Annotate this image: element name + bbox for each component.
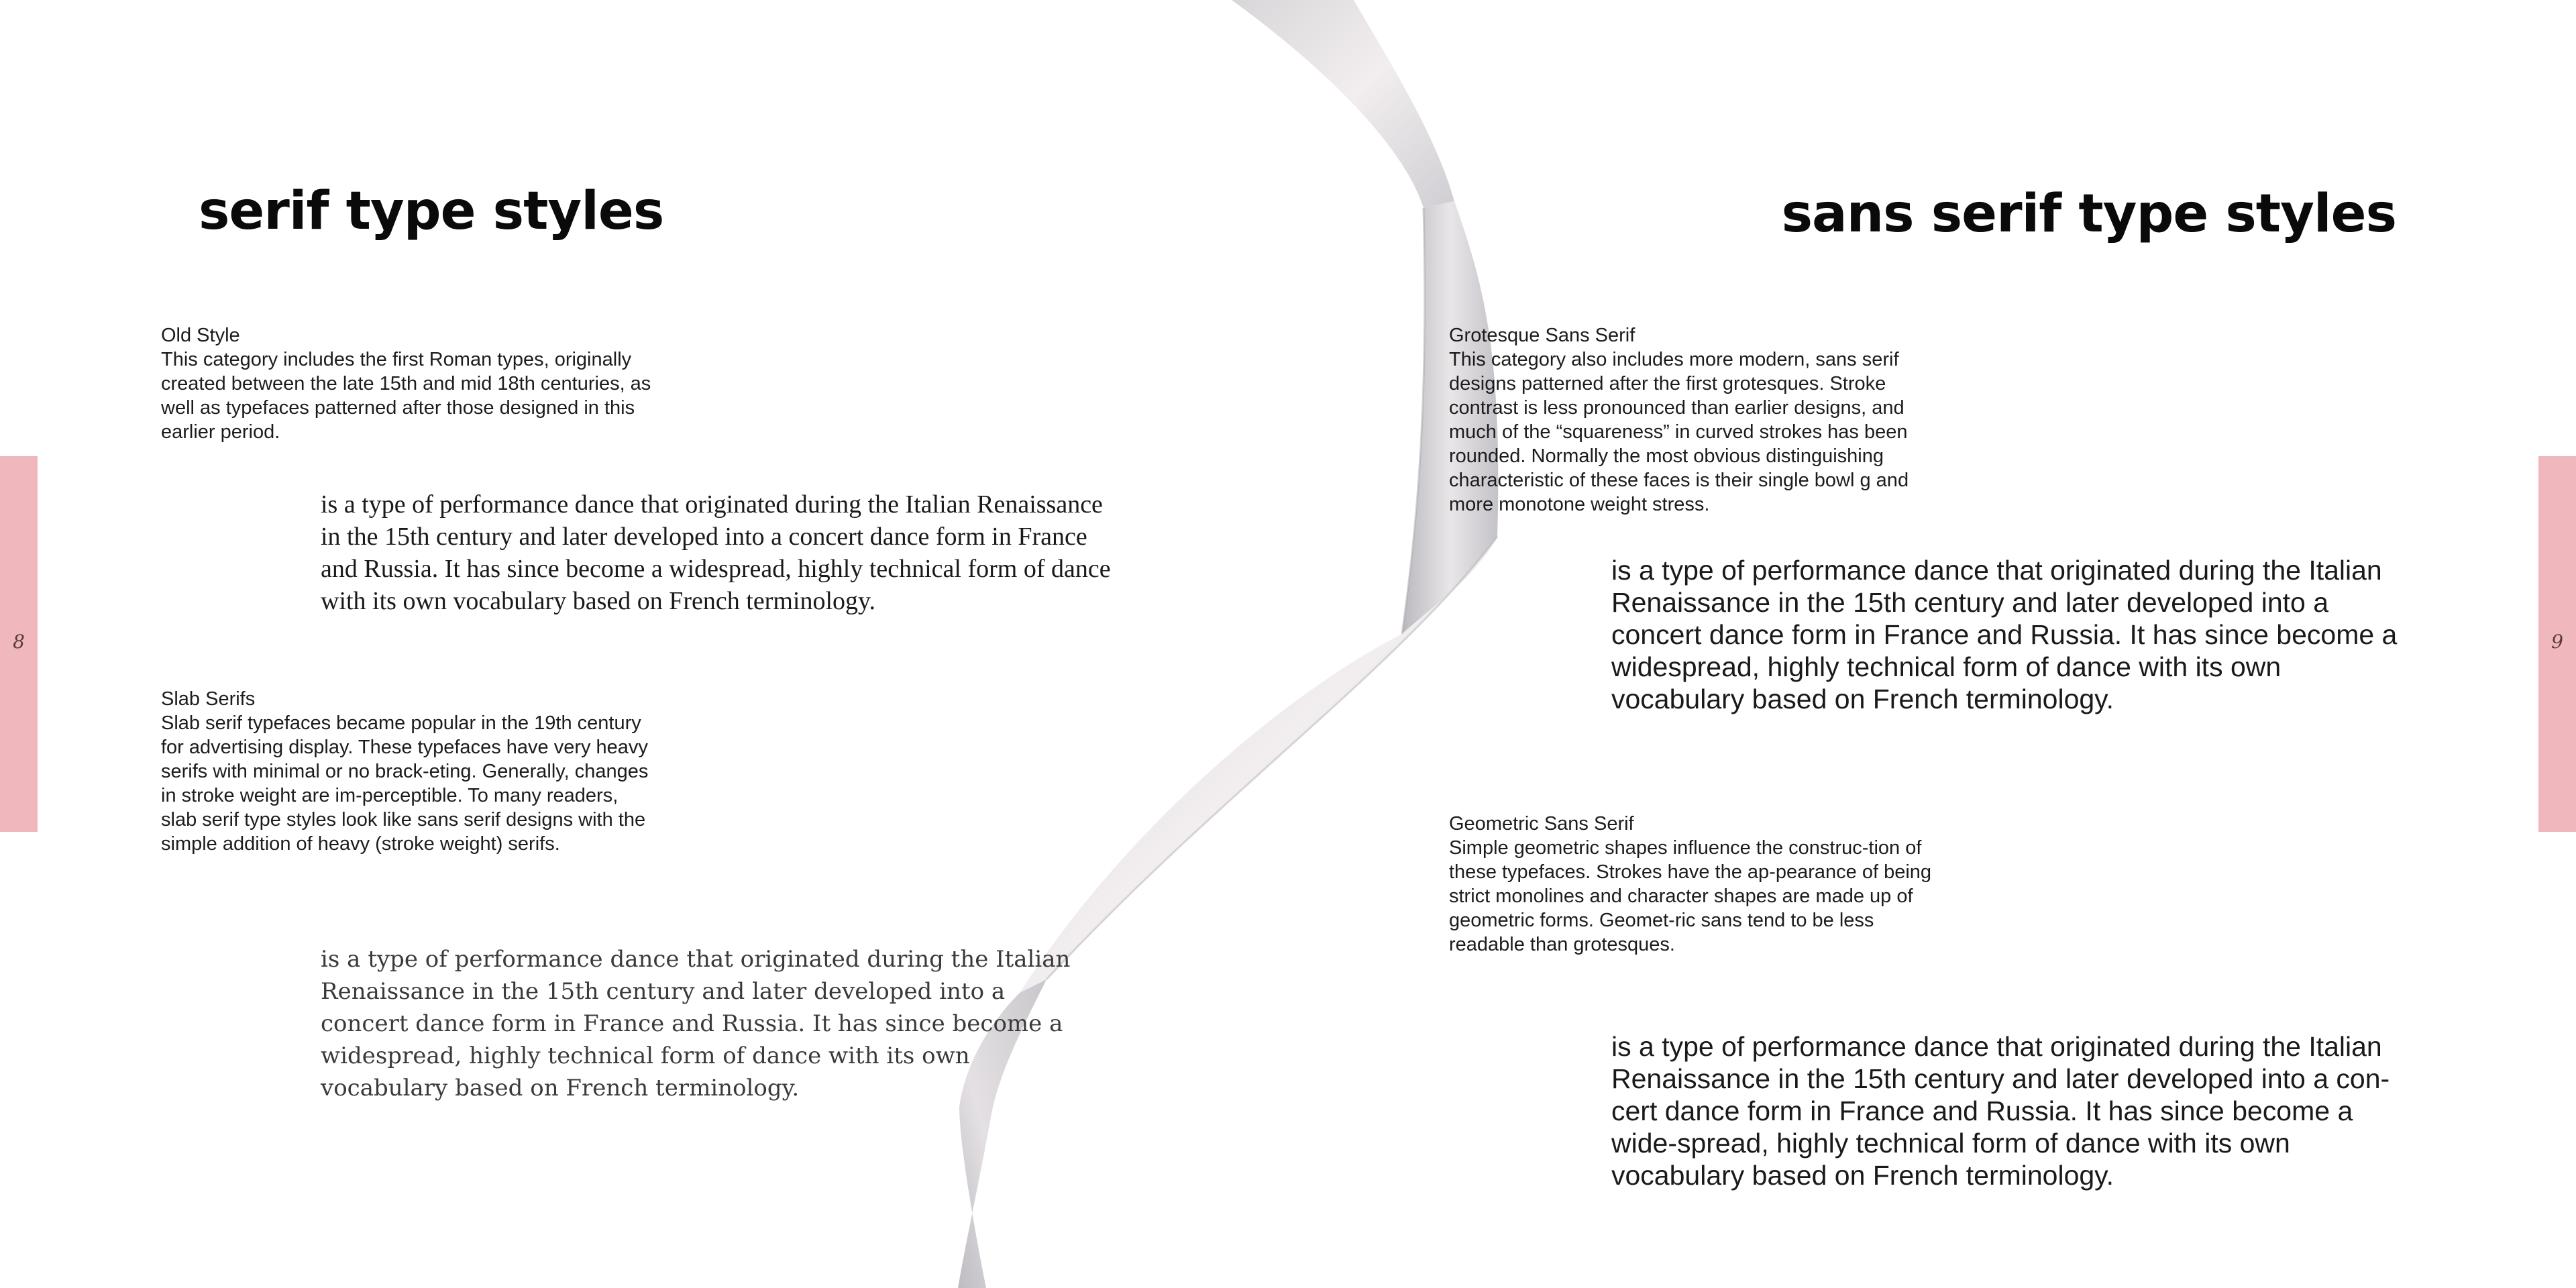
geometric-sans-serif-category	[1449, 812, 1945, 957]
grotesque-sample-text: is a type of performance dance that originated during the Italian Renaissance in the 15th century and later developed into a concert dance form in France and Russia. It has since become a widespread, highly technical form of dance with its own vocabulary based on French terminology.	[1611, 555, 2398, 714]
category-description: This category also includes more modern, sans serif designs patterned after the first grotesques. Stroke contrast is less pronounced than earlier designs, and much of the “squareness” in curved strokes has been rounded. Normally the most obvious distinguishing characteristic of these faces is their single bowl g and more monotone weight stress.	[1449, 349, 1909, 515]
old-style-sample-text: is a type of performance dance that originated during the Italian Renaissance in the 15th century and later developed into a concert dance form in France and Russia. It has since become a widespread, highly technical form of dance with its own vocabulary based on French terminology.	[321, 490, 1111, 615]
serif-section-title: serif type styles	[199, 181, 664, 241]
category-name: Geometric Sans Serif	[1449, 813, 1634, 835]
category-description: This category includes the first Roman types, originally created between the late 15th and mid 18th centuries, as well as typefaces patterned after those designed in this earlier period.	[161, 349, 651, 443]
category-description: Simple geometric shapes influence the construc-tion of these typefaces. Strokes have the ap-pearance of being strict monolines and character shapes are made up of geometric forms. Geomet-ric sans tend to be less readable than grotesques.	[1449, 837, 1932, 955]
category-name: Grotesque Sans Serif	[1449, 325, 1635, 346]
category-name: Old Style	[161, 325, 240, 346]
sans-serif-section-title: sans serif type styles	[1781, 184, 2396, 244]
slab-serif-category	[161, 687, 657, 856]
left-page-number: 8	[13, 631, 25, 653]
right-page-number: 9	[2551, 631, 2563, 653]
category-description: Slab serif typefaces became popular in the 19th century for advertising display. These typefaces have very heavy serifs with minimal or no brack-eting. Generally, changes in stroke weight are im-perceptible. To many readers, slab serif type styles look like sans serif designs with the simple addition of heavy (stroke weight) serifs.	[161, 712, 649, 855]
geometric-sample-text: is a type of performance dance that originated during the Italian Renaissance in the 15th century and later developed into a con-cert dance form in France and Russia. It has since become a wide-spread, highly technical form of dance with its own vocabulary based on French terminology.	[1611, 1031, 2390, 1191]
old-style-category	[161, 323, 657, 444]
slab-serif-sample-text: is a type of performance dance that originated during the Italian Renaissance in the 15th century and later developed into a concert dance form in France and Russia. It has since become a widespread, highly technical form of dance with its own vocabulary based on French terminology.	[321, 946, 1071, 1102]
category-name: Slab Serifs	[161, 688, 256, 710]
grotesque-sans-serif-category	[1449, 323, 1945, 517]
